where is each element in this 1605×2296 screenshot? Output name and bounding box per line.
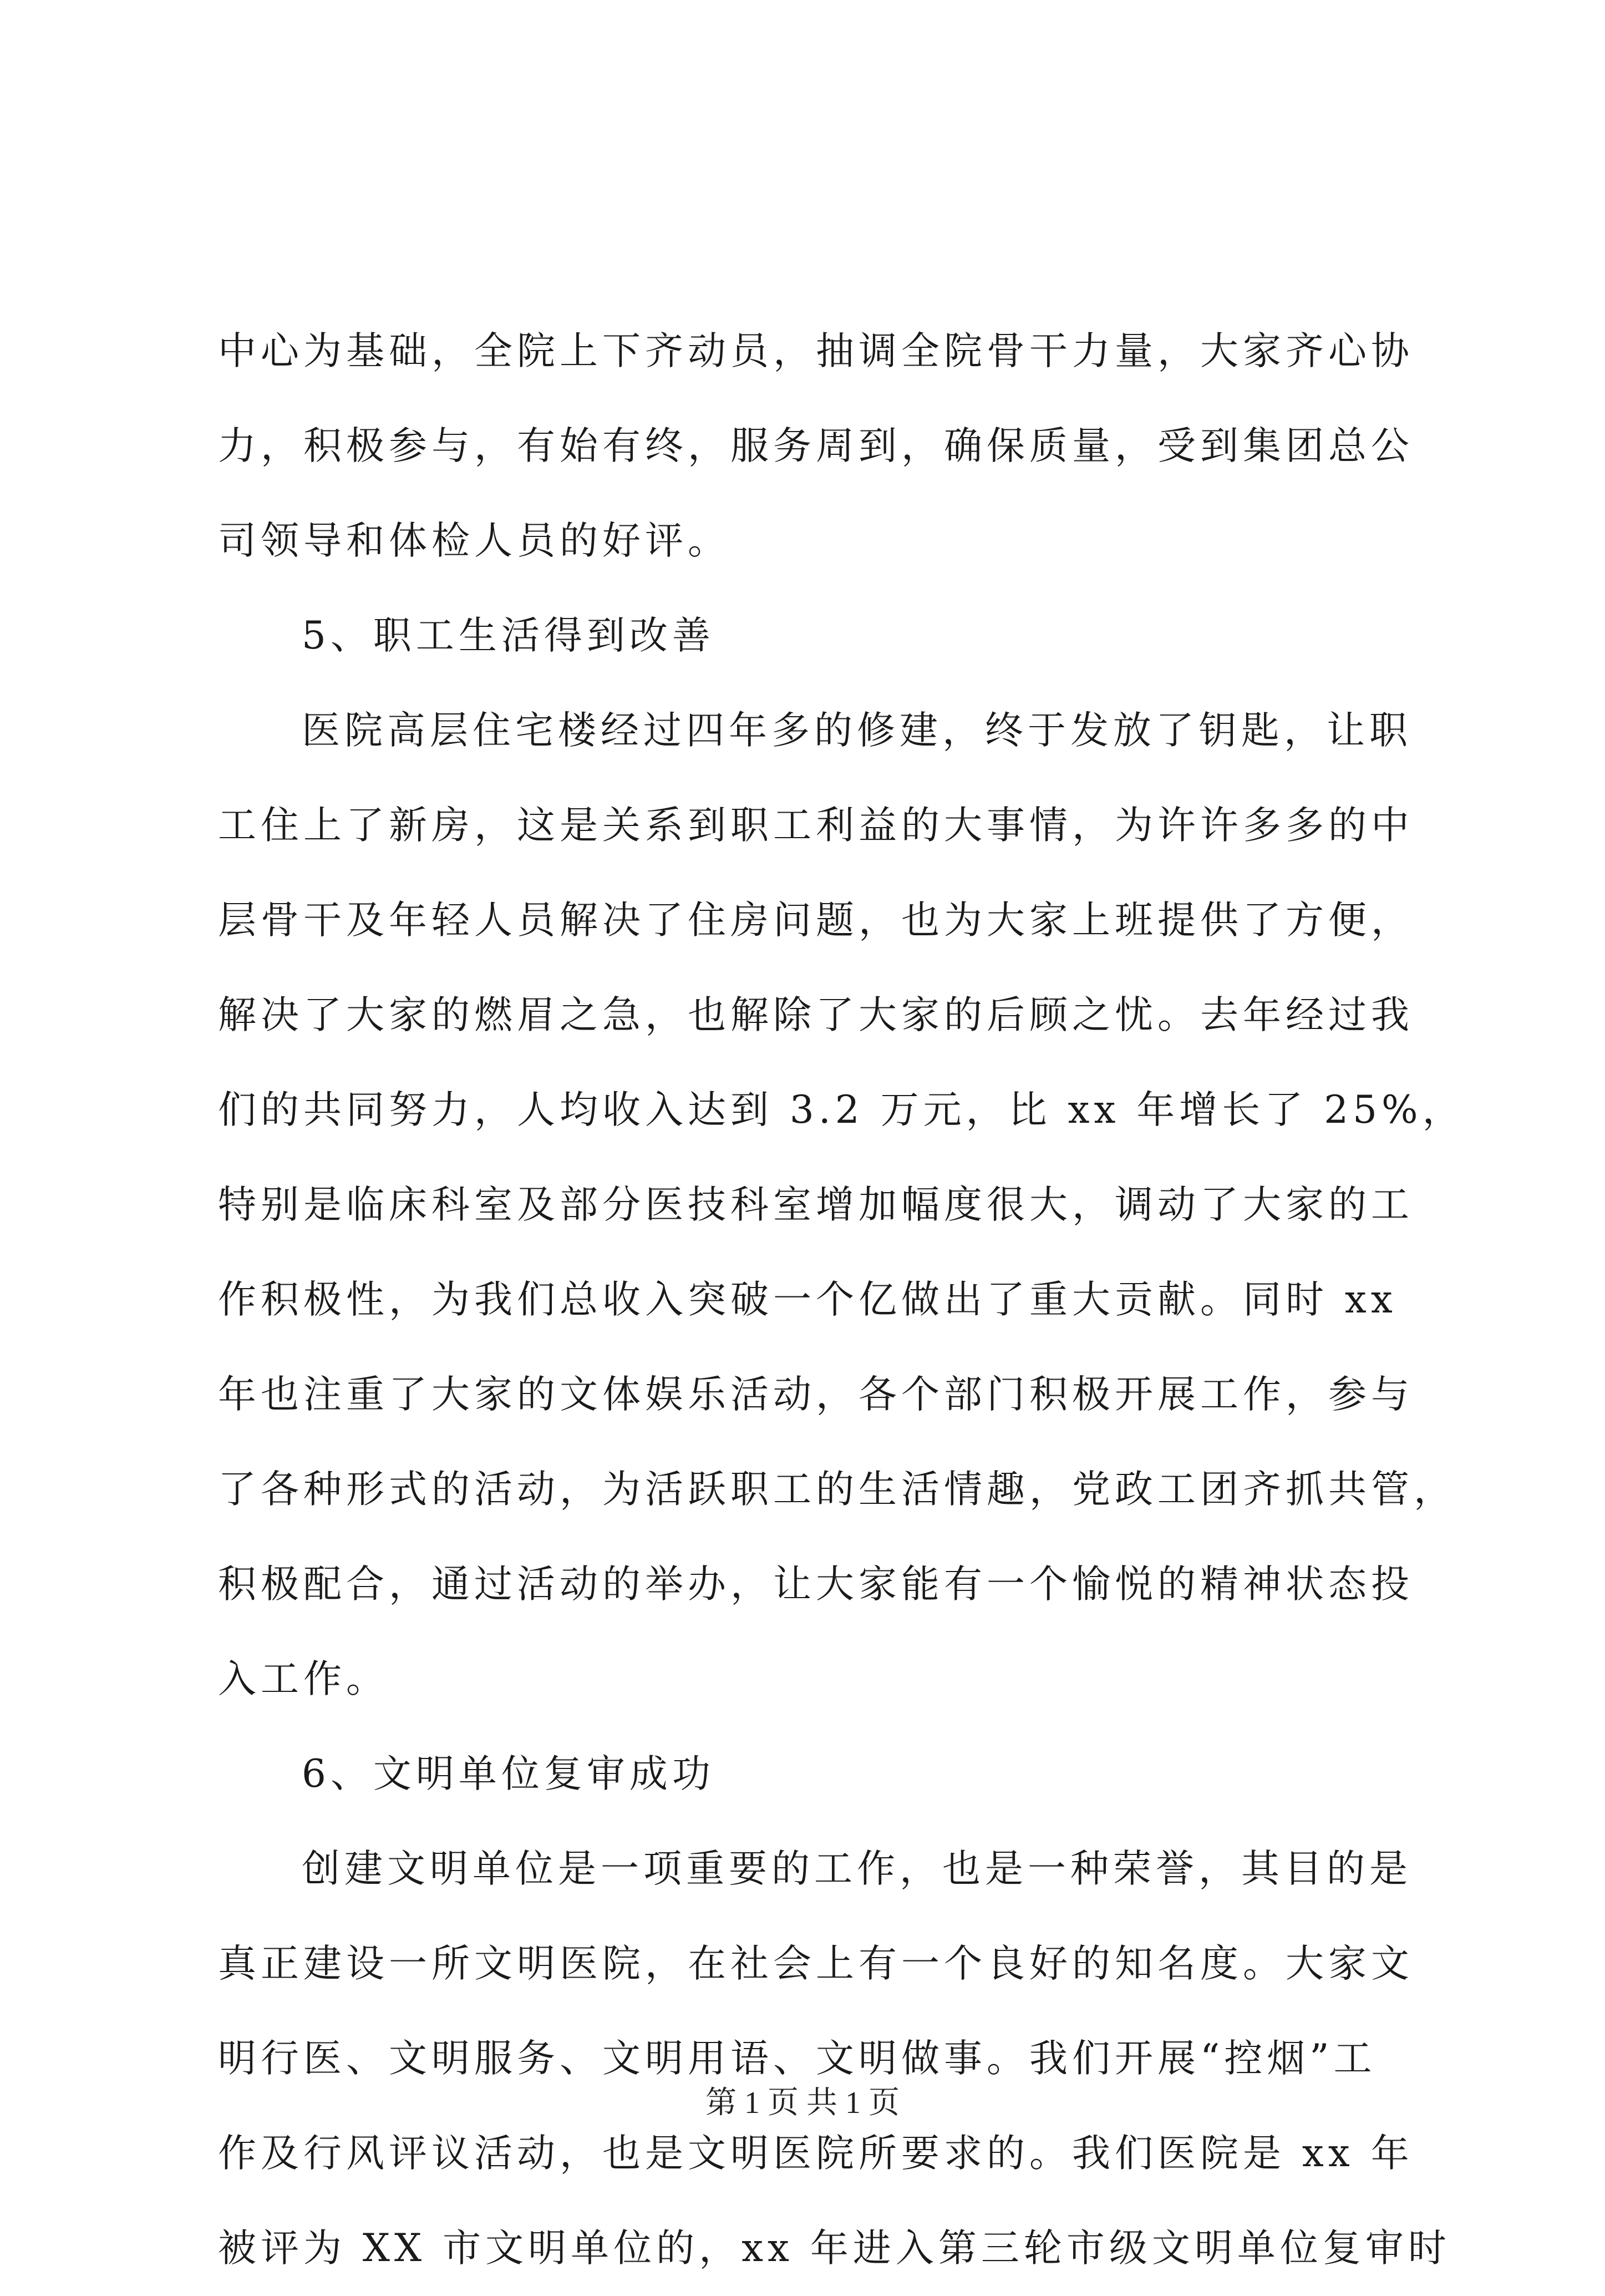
- text-line: 明行医、文明服务、文明用语、文明做事。我们开展“控烟”工: [218, 2036, 1377, 2081]
- section-heading: 6、文明单位复审成功: [302, 1752, 715, 1796]
- text-line: 积极配合，通过活动的举办，让大家能有一个愉悦的精神状态投: [218, 1562, 1414, 1606]
- paragraph-first-line: 医院高层住宅楼经过四年多的修建，终于发放了钥匙，让职: [302, 708, 1412, 753]
- text-line: 真正建设一所文明医院，在社会上有一个良好的知名度。大家文: [218, 1942, 1414, 1986]
- paragraph-first-line: 创建文明单位是一项重要的工作，也是一种荣誉，其目的是: [302, 1847, 1412, 1891]
- text-line: 工住上了新房，这是关系到职工利益的大事情，为许许多多的中: [218, 803, 1414, 848]
- page-footer: 第 1 页 共 1 页: [705, 2086, 900, 2120]
- text-line: 作积极性，为我们总收入突破一个亿做出了重大贡献。同时 xx: [218, 1278, 1397, 1322]
- text-line: 特别是临床科室及部分医技科室增加幅度很大，调动了大家的工: [218, 1183, 1414, 1227]
- text-line: 被评为 XX 市文明单位的，xx 年进入第三轮市级文明单位复审时: [218, 2226, 1451, 2270]
- text-line: 中心为基础，全院上下齐动员，抽调全院骨干力量，大家齐心协: [218, 329, 1414, 373]
- body-text: [218, 304, 1482, 2296]
- text-line: 力，积极参与，有始有终，服务周到，确保质量，受到集团总公: [218, 424, 1414, 468]
- text-line: 司领导和体检人员的好评。: [218, 519, 730, 563]
- text-line: 解决了大家的燃眉之急，也解除了大家的后顾之忧。去年经过我: [218, 993, 1414, 1037]
- text-line: 了各种形式的活动，为活跃职工的生活情趣，党政工团齐抓共管，: [218, 1467, 1456, 1512]
- text-line: 年也注重了大家的文体娱乐活动，各个部门积极开展工作，参与: [218, 1372, 1414, 1417]
- section-heading: 5、职工生活得到改善: [302, 614, 715, 658]
- text-line: 们的共同努力，人均收入达到 3.2 万元，比 xx 年增长了 25%，: [218, 1088, 1465, 1132]
- text-line: 层骨干及年轻人员解决了住房问题，也为大家上班提供了方便，: [218, 898, 1414, 942]
- text-line: 作及行风评议活动，也是文明医院所要求的。我们医院是 xx 年: [218, 2131, 1414, 2176]
- text-line: 入工作。: [218, 1657, 389, 1701]
